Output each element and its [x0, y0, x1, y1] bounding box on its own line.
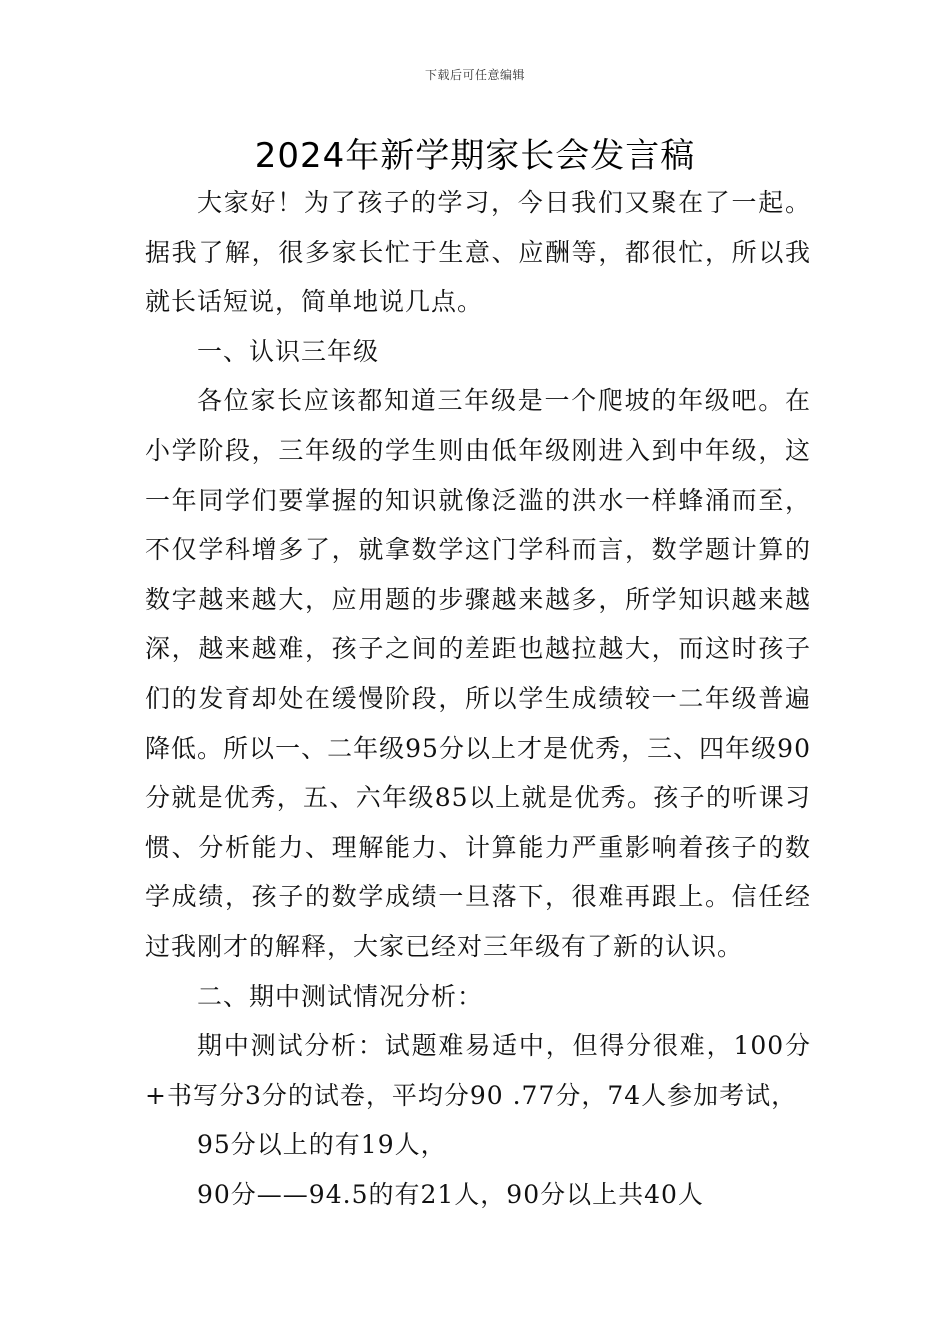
page-header-note: 下载后可任意编辑 [424, 68, 525, 82]
section-2-stat-line-2: 90分——94.5的有21人，90分以上共40人 [197, 1179, 704, 1209]
section-2-paragraph: 期中测试分析：试题难易适中，但得分很难，100分+书写分3分的试卷，平均分90 .77分，74人参加考试， [145, 1031, 811, 1110]
document-title: 2024年新学期家长会发言稿 [254, 136, 696, 176]
intro-paragraph: 大家好！为了孩子的学习，今日我们又聚在了一起。据我了解，很多家长忙于生意、应酬等，都很忙，所以我就长话短说，简单地说几点。 [145, 188, 811, 317]
section-2-stat-line-1: 95分以上的有19人， [197, 1130, 447, 1160]
section-1-paragraph: 各位家长应该都知道三年级是一个爬坡的年级吧。在小学阶段，三年级的学生则由低年级刚进入到中年级，这一年同学们要掌握的知识就像泛滥的洪水一样蜂涌而至，不仅学科增多了，就拿数学这门学科而言，数学题计算的数字越来越大，应用题的步骤越来越多，所学知识越来越深，越来越难，孩子之间的差距也越拉越大，而这时孩子们的发育却处在缓慢阶段，所以学生成绩较一二年级普遍降低。所以一、二年级95分以上才是优秀，三、四年级90分就是优秀，五、六年级85以上就是优秀。孩子的听课习惯、分析能力、理解能力、计算能力严重影响着孩子的数学成绩，孩子的数学成绩一旦落下，很难再跟上。信任经过我刚才的解释，大家已经对三年级有了新的认识。 [145, 386, 811, 961]
document-body [145, 178, 811, 1219]
section-2-heading: 二、期中测试情况分析： [197, 981, 484, 1011]
section-1-heading: 一、认识三年级 [197, 336, 380, 366]
